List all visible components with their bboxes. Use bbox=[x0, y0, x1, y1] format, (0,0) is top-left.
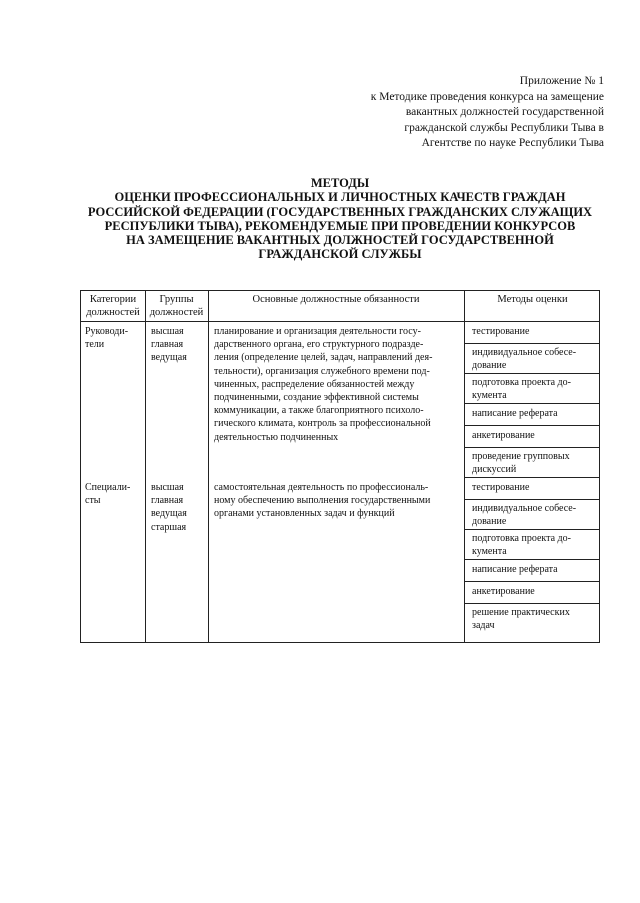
method-item: проведение групповых дискуссий bbox=[472, 451, 570, 476]
appendix-reference bbox=[274, 74, 604, 152]
header-methods: Методы оценки bbox=[497, 294, 568, 305]
method-item: индивидуальное собесе- дование bbox=[472, 347, 577, 372]
method-item: анкетирование bbox=[472, 430, 535, 441]
method-item: решение практических задач bbox=[472, 607, 570, 632]
method-divider bbox=[464, 447, 599, 448]
methods-table bbox=[80, 290, 600, 643]
appendix-line: гражданской службы Республики Тыва в bbox=[404, 121, 604, 134]
method-divider bbox=[464, 373, 599, 374]
appendix-line: вакантных должностей государственной bbox=[405, 106, 604, 118]
appendix-line: к Методике проведения конкурса на замещение bbox=[370, 90, 604, 103]
header-groups: Группы должностей bbox=[149, 294, 204, 318]
row-groups: высшая главная ведущая старшая bbox=[151, 482, 187, 533]
header-divider bbox=[81, 321, 599, 322]
method-item: тестирование bbox=[472, 326, 530, 337]
method-divider bbox=[464, 529, 599, 530]
title-line: НА ЗАМЕЩЕНИЕ ВАКАНТНЫХ ДОЛЖНОСТЕЙ ГОСУДАРСТВЕННОЙ bbox=[126, 233, 554, 248]
method-divider bbox=[464, 581, 599, 582]
row-category: Специали- сты bbox=[85, 482, 131, 507]
row-category: Руководи- тели bbox=[85, 326, 129, 351]
title-line: РЕСПУБЛИКИ ТЫВА), РЕКОМЕНДУЕМЫЕ ПРИ ПРОВЕДЕНИИ КОНКУРСОВ bbox=[104, 218, 576, 233]
method-divider bbox=[464, 343, 599, 344]
title-line: МЕТОДЫ bbox=[310, 176, 370, 190]
column-divider bbox=[145, 291, 146, 642]
method-divider bbox=[464, 477, 599, 478]
appendix-line: Агентстве по науке Республики Тыва bbox=[421, 137, 604, 149]
title-line: ОЦЕНКИ ПРОФЕССИОНАЛЬНЫХ И ЛИЧНОСТНЫХ КАЧЕСТВ ГРАЖДАН bbox=[114, 190, 566, 205]
method-divider bbox=[464, 603, 599, 604]
method-divider bbox=[464, 559, 599, 560]
column-divider bbox=[208, 291, 209, 642]
row-duties: планирование и организация деятельности госу- дарственного органа, его структурного подразде- ления (определение целей, задач, направлений дея- тельности), организация служебного времени под- чиненных, распределение обязанностей между подчиненными, создание эффективной системы коммуникации, а также благоприятного психоло- гического климата, контроль за профессиональной деятельностью подчиненных bbox=[214, 326, 433, 443]
method-item: анкетирование bbox=[472, 586, 535, 597]
method-item: тестирование bbox=[472, 482, 530, 493]
appendix-line: Приложение № 1 bbox=[519, 75, 604, 87]
method-divider bbox=[464, 403, 599, 404]
header-duties: Основные должностные обязанности bbox=[252, 294, 420, 305]
header-category: Категории должностей bbox=[86, 294, 140, 318]
method-item: написание реферата bbox=[472, 564, 558, 575]
method-item: написание реферата bbox=[472, 408, 558, 419]
method-divider bbox=[464, 425, 599, 426]
title-line: ГРАЖДАНСКОЙ СЛУЖБЫ bbox=[258, 247, 422, 262]
row-duties: самостоятельная деятельность по профессиональ- ному обеспечению выполнения государственными органами установленных задач и функций bbox=[214, 482, 431, 520]
method-item: индивидуальное собесе- дование bbox=[472, 503, 577, 528]
method-item: подготовка проекта до- кумента bbox=[472, 377, 571, 402]
row-groups: высшая главная ведущая bbox=[151, 326, 187, 364]
document-title bbox=[70, 176, 610, 262]
title-line: РОССИЙСКОЙ ФЕДЕРАЦИИ (ГОСУДАРСТВЕННЫХ ГРАЖДАНСКИХ СЛУЖАЩИХ bbox=[87, 204, 593, 219]
method-item: подготовка проекта до- кумента bbox=[472, 533, 571, 558]
method-divider bbox=[464, 499, 599, 500]
